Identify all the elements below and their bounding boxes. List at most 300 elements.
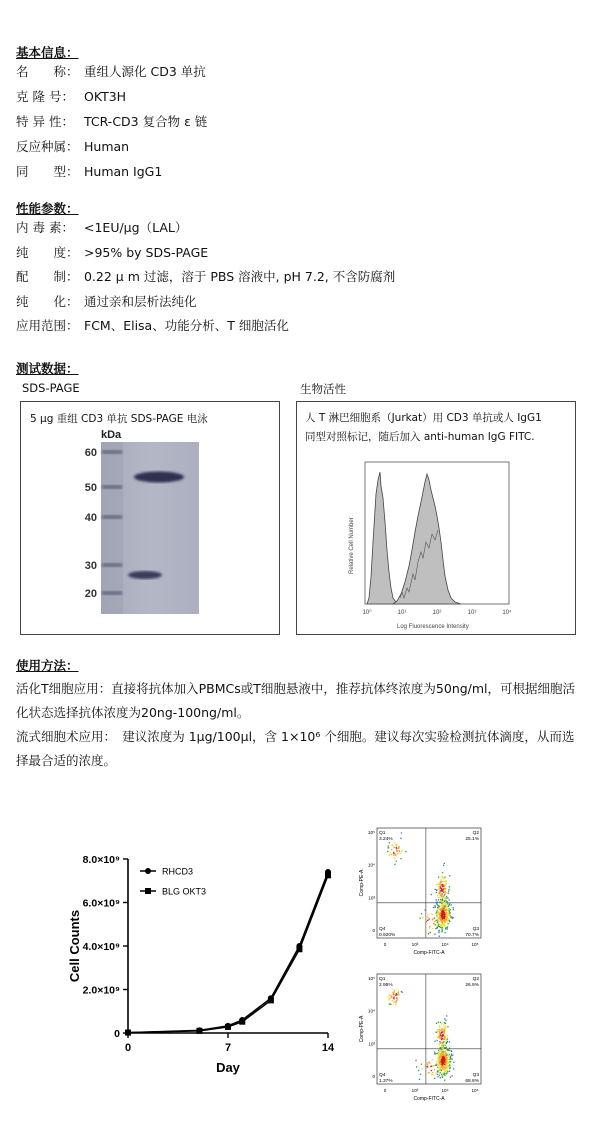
event-dot: [447, 1067, 448, 1068]
event-dot: [442, 922, 443, 923]
event-dot: [441, 901, 442, 902]
event-dot: [437, 1074, 438, 1075]
event-dot: [447, 1049, 448, 1050]
event-dot: [397, 999, 398, 1000]
event-dot: [446, 896, 447, 897]
event-dot: [452, 1055, 453, 1056]
marker-label-60: 60: [84, 447, 97, 459]
x-axis-title: Comp-FITC-A: [413, 950, 445, 956]
event-dot: [453, 909, 454, 910]
event-dot: [444, 1073, 445, 1074]
event-dot: [441, 1053, 442, 1054]
growth-series-markers: [125, 866, 331, 1036]
event-dot: [443, 1024, 444, 1025]
event-dot: [440, 927, 441, 928]
event-dot: [442, 1055, 443, 1056]
event-dot: [420, 1074, 421, 1075]
event-dot: [441, 923, 442, 924]
event-dot: [437, 923, 438, 924]
event-dot: [449, 875, 450, 876]
event-dot: [450, 915, 451, 916]
event-dot: [438, 897, 439, 898]
event-dot: [442, 918, 443, 919]
marker-band-20: [102, 591, 122, 595]
event-dot: [449, 1041, 450, 1042]
event-dot: [394, 864, 395, 865]
event-dot: [443, 888, 444, 889]
event-dot: [445, 1063, 446, 1064]
event-dot: [447, 903, 448, 904]
event-dot: [395, 1004, 396, 1005]
event-dot: [432, 914, 433, 915]
event-dot: [442, 913, 443, 914]
bio-caption-line1: 人 T 淋巴细胞系（Jurkat）用 CD3 单抗或人 IgG1: [305, 412, 542, 424]
event-dot: [439, 1065, 440, 1066]
event-dot: [453, 907, 454, 908]
sds-page-panel: [20, 401, 280, 635]
y-tick-label: 10⁴: [367, 862, 375, 868]
event-dot: [449, 920, 450, 921]
event-dot: [425, 917, 426, 918]
event-dot: [415, 1060, 416, 1061]
event-dot: [449, 1059, 450, 1060]
event-dot: [425, 909, 426, 910]
event-dot: [452, 917, 453, 918]
event-dot: [444, 1038, 445, 1039]
event-dot: [441, 1035, 442, 1036]
event-dot: [438, 908, 439, 909]
event-dot: [442, 872, 443, 873]
marker-label-30: 30: [84, 560, 97, 572]
usage-activation-paragraph: 活化T细胞应用：直接将抗体加入PBMCs或T细胞悬液中，推荐抗体终浓度为50ng/ml，可根据细胞活化状态选择抗体浓度为20ng-100ng/ml。: [16, 681, 576, 720]
event-dot: [389, 995, 390, 996]
x-tick-label: 10⁵: [471, 942, 479, 947]
event-dot: [444, 902, 445, 903]
event-dot: [448, 889, 449, 890]
event-dot: [447, 897, 448, 898]
event-dot: [448, 913, 449, 914]
event-dot: [396, 993, 397, 994]
data-point-square: [196, 1028, 202, 1034]
event-dot: [447, 923, 448, 924]
event-dot: [398, 847, 399, 848]
marker-label-50: 50: [84, 482, 97, 494]
bio-activity-title: 生物活性: [300, 382, 346, 396]
event-dot: [451, 1054, 452, 1055]
event-dot: [388, 998, 389, 999]
event-dot: [428, 918, 429, 919]
event-dot: [444, 881, 445, 882]
event-dot: [437, 1057, 438, 1058]
event-dot: [437, 1040, 438, 1041]
event-dot: [431, 1074, 432, 1075]
event-dot: [447, 1063, 448, 1064]
event-dot: [393, 852, 394, 853]
event-dot: [442, 1031, 443, 1032]
event-dot: [442, 1034, 443, 1035]
event-dot: [444, 1018, 445, 1019]
event-dot: [441, 1074, 442, 1075]
event-dot: [448, 899, 449, 900]
event-dot: [437, 883, 438, 884]
event-dot: [398, 994, 399, 995]
event-dot: [434, 921, 435, 922]
event-dot: [442, 1077, 443, 1078]
event-dot: [435, 1073, 436, 1074]
event-dot: [438, 899, 439, 900]
event-dot: [397, 853, 398, 854]
event-dot: [388, 845, 389, 846]
event-dot: [395, 855, 396, 856]
event-dot: [447, 926, 448, 927]
event-dot: [447, 1062, 448, 1063]
q2-label: Q2: [472, 831, 479, 836]
event-dot: [440, 882, 441, 883]
event-dot: [446, 1068, 447, 1069]
event-dot: [391, 1000, 392, 1001]
flow-dotplot-1: [355, 822, 495, 962]
hist-tick-0: 10⁰: [362, 610, 372, 616]
marker-lane: [101, 442, 123, 614]
test-data-heading: 测试数据：: [16, 361, 79, 376]
q3-label: Q3: [472, 1073, 479, 1078]
event-dot: [445, 1060, 446, 1061]
event-dot: [441, 915, 442, 916]
event-dot: [436, 892, 437, 893]
event-dot: [447, 1039, 448, 1040]
event-dot: [442, 897, 443, 898]
event-dot: [445, 1041, 446, 1042]
event-dot: [448, 891, 449, 892]
event-dot: [438, 932, 439, 933]
event-dot: [449, 1048, 450, 1049]
event-dot: [449, 910, 450, 911]
sds-page-title: SDS-PAGE: [22, 381, 80, 395]
event-dot: [390, 1004, 391, 1005]
event-dot: [437, 1029, 438, 1030]
event-dot: [444, 1022, 445, 1023]
row-label: 名 称：: [16, 64, 79, 79]
event-dot: [444, 1064, 445, 1065]
event-dot: [439, 886, 440, 887]
plot-frame: [377, 974, 481, 1084]
event-dot: [399, 851, 400, 852]
x-tick-label: 10³: [411, 1088, 419, 1093]
event-dot: [396, 989, 397, 990]
event-dot: [432, 1072, 433, 1073]
event-dot: [448, 1056, 449, 1057]
light-chain-band: [128, 571, 162, 579]
event-dot: [448, 909, 449, 910]
event-dot: [442, 901, 443, 902]
event-dot: [438, 888, 439, 889]
data-point-square: [268, 997, 274, 1003]
event-dot: [443, 908, 444, 909]
event-dot: [442, 1066, 443, 1067]
marker-label-20: 20: [84, 588, 97, 600]
y-axis-title: Comp-PE-A: [359, 869, 365, 897]
event-dot: [438, 877, 439, 878]
event-dot: [391, 997, 392, 998]
event-dot: [442, 904, 443, 905]
event-dot: [445, 891, 446, 892]
event-dot: [430, 932, 431, 933]
event-dot: [446, 921, 447, 922]
event-dot: [427, 914, 428, 915]
event-dot: [451, 1075, 452, 1076]
event-dot: [449, 1061, 450, 1062]
event-dot: [418, 1070, 419, 1071]
basic-info-list: [16, 64, 207, 189]
event-dot: [444, 914, 445, 915]
event-dot: [427, 920, 428, 921]
event-dot: [439, 1041, 440, 1042]
event-dot: [441, 921, 442, 922]
event-dot: [438, 912, 439, 913]
growth-line-chart: [62, 845, 352, 1085]
event-dot: [441, 927, 442, 928]
event-dot: [391, 849, 392, 850]
row-value: TCR-CD3 复合物 ε 链: [84, 114, 208, 129]
event-dot: [439, 891, 440, 892]
event-dot: [436, 1031, 437, 1032]
event-dot: [439, 921, 440, 922]
event-dot: [445, 884, 446, 885]
event-dot: [451, 904, 452, 905]
event-dot: [389, 842, 390, 843]
event-dot: [443, 911, 444, 912]
event-dot: [427, 1064, 428, 1065]
event-dot: [441, 925, 442, 926]
event-dot: [445, 1067, 446, 1068]
event-dot: [446, 1049, 447, 1050]
event-dot: [429, 1063, 430, 1064]
event-dot: [444, 932, 445, 933]
event-dot: [443, 1053, 444, 1054]
event-dot: [445, 1036, 446, 1037]
event-dot: [436, 1061, 437, 1062]
event-dot: [432, 919, 433, 920]
event-dot: [441, 889, 442, 890]
event-dot: [434, 917, 435, 918]
event-dot: [445, 1020, 446, 1021]
event-dot: [446, 919, 447, 920]
event-dot: [445, 1056, 446, 1057]
usage-flow-paragraph: 流式细胞术应用： 建议浓度为 1µg/100µl，含 1×10⁶ 个细胞。建议每次实验检测抗体滴度，从而选择最合适的浓度。: [16, 729, 575, 768]
event-dot: [443, 1062, 444, 1063]
q2-value: 26.9%: [465, 983, 479, 988]
event-dot: [444, 863, 445, 864]
event-dot: [447, 1057, 448, 1058]
event-dot: [447, 920, 448, 921]
event-dot: [437, 917, 438, 918]
event-dot: [443, 878, 444, 879]
event-dot: [435, 899, 436, 900]
event-dot: [395, 854, 396, 855]
event-dot: [395, 1002, 396, 1003]
event-dot: [443, 923, 444, 924]
event-dot: [433, 907, 434, 908]
hist-tick-1: 10¹: [397, 610, 407, 616]
row-value: 通过亲和层析法纯化: [84, 293, 197, 309]
event-dot: [434, 1069, 435, 1070]
y-tick-label: 0: [114, 1028, 120, 1040]
y-tick-label: 0: [372, 928, 375, 933]
y-tick-label: 10³: [368, 1041, 375, 1047]
event-dot: [444, 905, 445, 906]
event-dot: [444, 894, 445, 895]
event-dot: [393, 855, 394, 856]
event-dot: [440, 1022, 441, 1023]
event-dot: [448, 1054, 449, 1055]
hist-tick-4: 10⁴: [502, 610, 512, 616]
y-tick-label: 6.0×10⁹: [82, 897, 120, 910]
sds-gel-figure: [21, 402, 279, 634]
event-dot: [447, 912, 448, 913]
event-dot: [441, 1061, 442, 1062]
event-dot: [441, 1064, 442, 1065]
event-dot: [392, 992, 393, 993]
event-dot: [440, 887, 441, 888]
event-dot: [390, 852, 391, 853]
event-dot: [394, 990, 395, 991]
event-dot: [441, 903, 442, 904]
event-dot: [444, 893, 445, 894]
event-dot: [427, 1066, 428, 1067]
event-dot: [439, 1029, 440, 1030]
event-dot: [441, 1049, 442, 1050]
event-dot: [431, 894, 432, 895]
event-dot: [445, 1025, 446, 1026]
event-dot: [437, 1037, 438, 1038]
event-dot: [439, 1043, 440, 1044]
event-dot: [421, 1068, 422, 1069]
x-tick-label: 14: [321, 1042, 335, 1054]
event-dot: [439, 883, 440, 884]
event-dot: [450, 1058, 451, 1059]
event-dot: [450, 917, 451, 918]
row-value: <1EU/µg（LAL）: [84, 220, 188, 235]
perf-row-applications: [16, 318, 395, 343]
event-dot: [449, 913, 450, 914]
event-dot: [439, 1057, 440, 1058]
event-dot: [401, 850, 402, 851]
event-dot: [438, 1037, 439, 1038]
row-label: 配 制：: [16, 269, 79, 284]
event-dot: [444, 877, 445, 878]
event-dot: [448, 893, 449, 894]
row-value: >95% by SDS-PAGE: [84, 244, 209, 260]
event-dot: [396, 847, 397, 848]
hist-ylabel: Relative Cell Number: [349, 517, 355, 574]
event-dot: [453, 1068, 454, 1069]
event-dot: [438, 892, 439, 893]
event-dot: [434, 1078, 435, 1079]
event-dot: [445, 888, 446, 889]
event-dot: [442, 1042, 443, 1043]
event-dot: [437, 1076, 438, 1077]
sds-caption: 5 µg 重组 CD3 单抗 SDS-PAGE 电泳: [30, 413, 208, 425]
heavy-chain-band: [134, 472, 184, 483]
event-dot: [389, 854, 390, 855]
event-dot: [443, 1057, 444, 1058]
data-point-square: [325, 872, 331, 878]
event-dot: [435, 907, 436, 908]
event-dot: [439, 1025, 440, 1026]
event-dot: [450, 909, 451, 910]
event-dot: [396, 997, 397, 998]
event-dot: [440, 918, 441, 919]
event-dot: [426, 920, 427, 921]
event-dot: [443, 892, 444, 893]
event-dot: [443, 924, 444, 925]
bio-activity-panel: [296, 401, 576, 635]
event-dot: [445, 1052, 446, 1053]
event-dot: [445, 1065, 446, 1066]
event-dot: [442, 1038, 443, 1039]
event-dot: [443, 1041, 444, 1042]
event-dot: [445, 1023, 446, 1024]
event-dot: [445, 903, 446, 904]
event-dot: [446, 906, 447, 907]
performance-list: [16, 220, 395, 343]
event-dot: [394, 842, 395, 843]
event-dot: [437, 1063, 438, 1064]
event-dot: [442, 884, 443, 885]
basic-row-clone: [16, 89, 207, 114]
event-dot: [393, 996, 394, 997]
event-dot: [429, 927, 430, 928]
event-dot: [400, 853, 401, 854]
event-dot: [434, 1051, 435, 1052]
event-dot: [451, 1051, 452, 1052]
event-dot: [446, 905, 447, 906]
event-dot: [440, 1050, 441, 1051]
event-dot: [449, 1068, 450, 1069]
event-dot: [444, 1080, 445, 1081]
x-tick-label: 0: [383, 942, 387, 947]
event-dot: [437, 904, 438, 905]
event-dot: [419, 918, 420, 919]
event-dot: [393, 1002, 394, 1003]
y-tick-label: 10³: [368, 895, 375, 901]
event-dot: [430, 1066, 431, 1067]
event-dot: [401, 832, 402, 833]
event-dot: [440, 1077, 441, 1078]
perf-row-purification: [16, 294, 395, 319]
event-dot: [437, 1053, 438, 1054]
hist-xlabel: Log Fluorescence Intensity: [397, 624, 469, 630]
event-dot: [439, 901, 440, 902]
event-dot: [388, 847, 389, 848]
event-dot: [445, 907, 446, 908]
event-dot: [399, 850, 400, 851]
event-dot: [439, 1054, 440, 1055]
event-dot: [446, 1037, 447, 1038]
event-dot: [440, 909, 441, 910]
q4-value: 1.37%: [379, 1079, 393, 1084]
event-dot: [427, 917, 428, 918]
event-dot: [436, 914, 437, 915]
event-dot: [435, 889, 436, 890]
event-dot: [440, 1047, 441, 1048]
event-dot: [389, 999, 390, 1000]
y-tick-label: 8.0×10⁹: [82, 854, 120, 866]
event-dot: [432, 928, 433, 929]
event-dot: [440, 899, 441, 900]
row-value: OKT3H: [84, 89, 127, 104]
event-dot: [432, 1059, 433, 1060]
